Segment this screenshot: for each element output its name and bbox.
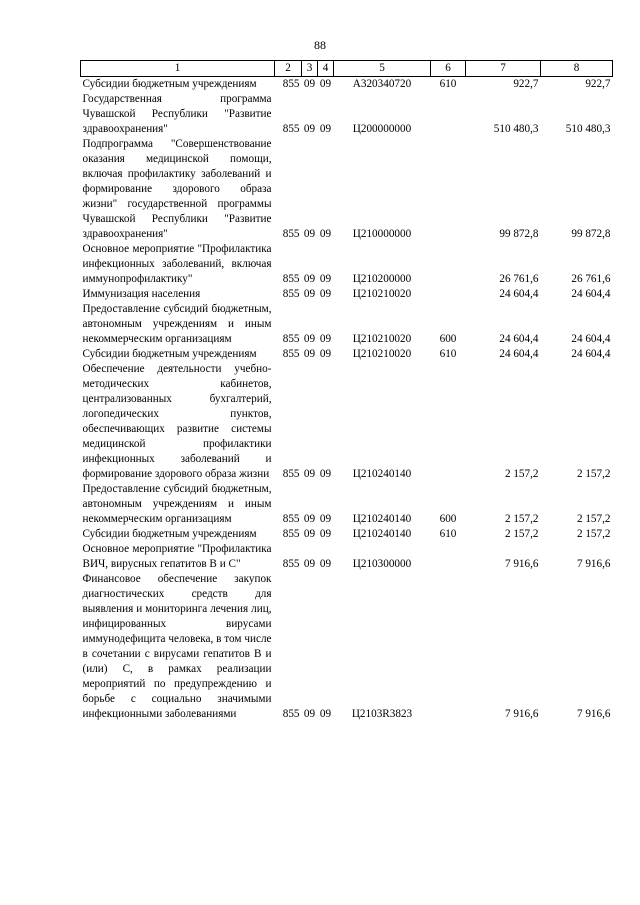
row-gr: 855	[282, 528, 300, 540]
header-col-5: 5	[334, 61, 431, 77]
row-gr: 855	[282, 123, 300, 135]
row-value-8: 26 761,6	[571, 273, 611, 285]
row-name: Субсидии бюджетным учреждениям	[82, 348, 257, 360]
row-csr: Ц210210020	[352, 333, 412, 345]
row-vr: 610	[439, 78, 457, 90]
header-row	[81, 61, 613, 77]
header-col-3: 3	[302, 61, 318, 77]
row-rz: 09	[303, 528, 316, 540]
row-gr: 855	[282, 273, 300, 285]
row-csr: Ц200000000	[352, 123, 412, 135]
row-rz: 09	[303, 558, 316, 570]
row-value-8: 24 604,4	[571, 288, 611, 300]
row-rz: 09	[303, 708, 316, 720]
table-row	[81, 92, 613, 137]
row-name: Иммунизация населения	[82, 288, 201, 300]
row-vr	[431, 242, 466, 287]
row-vr: 610	[439, 528, 457, 540]
row-value-8: 24 604,4	[571, 348, 611, 360]
row-vr: 610	[439, 348, 457, 360]
row-name: Подпрограмма "Совершенствование оказания медицинской помощи, включая профилактику заболеваний и формирование здорового образа жизни" государственной программы Чувашской Республики "Развитие здравоохранения"	[82, 138, 272, 240]
row-csr: А320340720	[352, 78, 412, 90]
row-value-8: 922,7	[585, 78, 611, 90]
row-name: Предоставление субсидий бюджетным, автономным учреждениям и иным некоммерческим организациям	[82, 483, 272, 525]
header-col-2: 2	[275, 61, 302, 77]
row-csr: Ц210240140	[352, 468, 412, 480]
table-row	[81, 242, 613, 287]
row-value-7: 24 604,4	[499, 333, 539, 345]
row-value-8: 7 916,6	[576, 558, 611, 570]
row-value-7: 510 480,3	[493, 123, 539, 135]
row-name: Обеспечение деятельности учебно-методических кабинетов, централизованных бухгалтерий, логопедических пунктов, обеспечивающих развитие системы медицинской профилактики инфекционных заболеваний и формирование здорового образа жизни	[82, 363, 272, 480]
table-row	[81, 482, 613, 527]
row-csr: Ц210210020	[352, 348, 412, 360]
row-value-8: 510 480,3	[565, 123, 611, 135]
row-rz: 09	[303, 333, 316, 345]
row-rz: 09	[303, 228, 316, 240]
row-rz: 09	[303, 348, 316, 360]
table-row	[81, 302, 613, 347]
page-number: 88	[314, 38, 326, 52]
row-gr: 855	[282, 558, 300, 570]
row-value-7: 2 157,2	[504, 468, 539, 480]
table-row	[81, 347, 613, 362]
row-gr: 855	[282, 333, 300, 345]
row-csr: Ц210300000	[352, 558, 412, 570]
row-value-8: 2 157,2	[576, 513, 611, 525]
row-name: Предоставление субсидий бюджетным, автономным учреждениям и иным некоммерческим организациям	[82, 303, 272, 345]
row-pr: 09	[319, 513, 332, 525]
row-csr: Ц210000000	[352, 228, 412, 240]
row-value-7: 26 761,6	[499, 273, 539, 285]
row-name: Основное мероприятие "Профилактика ВИЧ, вирусных гепатитов В и С"	[82, 543, 272, 570]
table-row	[81, 77, 613, 93]
row-gr: 855	[282, 228, 300, 240]
header-col-8: 8	[541, 61, 613, 77]
row-value-7: 99 872,8	[499, 228, 539, 240]
row-rz: 09	[303, 288, 316, 300]
row-gr: 855	[282, 288, 300, 300]
row-pr: 09	[319, 123, 332, 135]
row-value-8: 24 604,4	[571, 333, 611, 345]
row-gr: 855	[282, 708, 300, 720]
row-vr	[431, 362, 466, 482]
row-pr: 09	[319, 558, 332, 570]
table-row	[81, 137, 613, 242]
row-name: Основное мероприятие "Профилактика инфекционных заболеваний, включая иммунопрофилактику"	[82, 243, 272, 285]
row-vr: 600	[439, 513, 457, 525]
row-pr: 09	[319, 228, 332, 240]
row-rz: 09	[303, 78, 316, 90]
row-value-8: 2 157,2	[576, 528, 611, 540]
row-vr: 600	[439, 333, 457, 345]
row-pr: 09	[319, 78, 332, 90]
row-pr: 09	[319, 273, 332, 285]
row-csr: Ц2103R3823	[351, 708, 413, 720]
row-vr	[431, 137, 466, 242]
row-pr: 09	[319, 468, 332, 480]
row-rz: 09	[303, 273, 316, 285]
row-gr: 855	[282, 348, 300, 360]
row-value-7: 922,7	[513, 78, 539, 90]
row-pr: 09	[319, 288, 332, 300]
row-gr: 855	[282, 513, 300, 525]
row-pr: 09	[319, 708, 332, 720]
row-value-8: 7 916,6	[576, 708, 611, 720]
row-value-7: 7 916,6	[504, 558, 539, 570]
row-value-7: 2 157,2	[504, 513, 539, 525]
row-csr: Ц210200000	[352, 273, 412, 285]
table-row	[81, 362, 613, 482]
row-vr	[431, 287, 466, 302]
row-value-7: 24 604,4	[499, 348, 539, 360]
row-name: Финансовое обеспечение закупок диагностических средств для выявления и мониторинга лечения лиц, инфицированных вирусами иммунодефицита человека, в том числе в сочетании с вирусами гепатитов В и (или) С, в рамках реализации мероприятий по предупреждению и борьбе с социально значимыми инфекционными заболеваниями	[82, 573, 272, 720]
row-rz: 09	[303, 513, 316, 525]
table-row	[81, 287, 613, 302]
header-col-7: 7	[466, 61, 541, 77]
row-name: Субсидии бюджетным учреждениям	[82, 528, 257, 540]
row-csr: Ц210240140	[352, 513, 412, 525]
row-rz: 09	[303, 123, 316, 135]
row-pr: 09	[319, 348, 332, 360]
row-vr	[431, 572, 466, 722]
table-row	[81, 542, 613, 572]
row-value-7: 24 604,4	[499, 288, 539, 300]
row-value-8: 99 872,8	[571, 228, 611, 240]
row-vr	[431, 92, 466, 137]
row-gr: 855	[282, 78, 300, 90]
header-col-6: 6	[431, 61, 466, 77]
row-value-7: 2 157,2	[504, 528, 539, 540]
header-col-1: 1	[81, 61, 275, 77]
row-pr: 09	[319, 333, 332, 345]
row-value-7: 7 916,6	[504, 708, 539, 720]
row-value-8: 2 157,2	[576, 468, 611, 480]
table-row	[81, 572, 613, 722]
row-name: Субсидии бюджетным учреждениям	[82, 78, 257, 90]
row-gr: 855	[282, 468, 300, 480]
row-rz: 09	[303, 468, 316, 480]
row-csr: Ц210240140	[352, 528, 412, 540]
header-col-4: 4	[318, 61, 334, 77]
row-name: Государственная программа Чувашской Республики "Развитие здравоохранения"	[82, 93, 272, 135]
row-csr: Ц210210020	[352, 288, 412, 300]
budget-table	[80, 60, 613, 722]
row-vr	[431, 542, 466, 572]
row-pr: 09	[319, 528, 332, 540]
table-row	[81, 527, 613, 542]
